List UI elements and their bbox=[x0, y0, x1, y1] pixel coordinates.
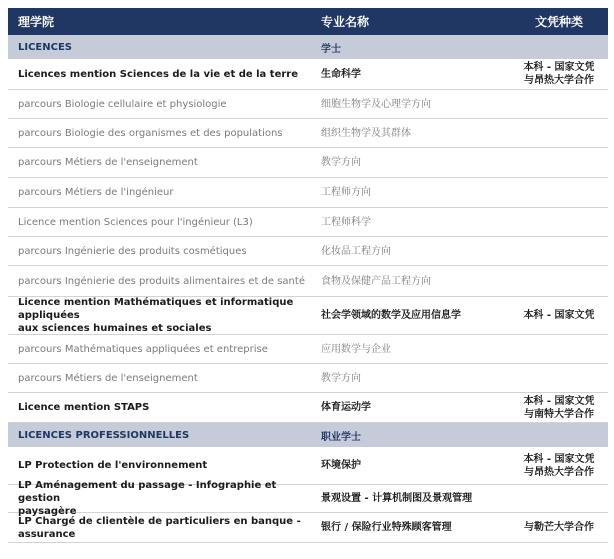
program-chinese-name: 银行 / 保险行业特殊顾客管理 bbox=[321, 522, 452, 533]
program-french-name: LP Chargé de clientèle de particuliers en banque - assurance bbox=[18, 515, 301, 540]
program-chinese-name: 食物及保健产品工程方向 bbox=[321, 275, 431, 287]
diploma-type: 本科 - 国家文凭 与昂热大学合作 bbox=[523, 62, 595, 86]
program-french-name: LP Protection de l'environnement bbox=[18, 460, 208, 471]
program-french-name: parcours Ingénierie des produits cosmétiques bbox=[18, 245, 247, 257]
diploma-type: 本科 - 国家文凭 bbox=[523, 310, 595, 321]
program-chinese-name: 环境保护 bbox=[321, 460, 361, 471]
program-french-name: parcours Biologie des organismes et des populations bbox=[18, 127, 283, 139]
section-title: LICENCES PROFESSIONNELLES bbox=[18, 429, 190, 441]
header-diploma-type: 文凭种类 bbox=[534, 15, 583, 29]
program-french-name: parcours Métiers de l'enseignement bbox=[18, 157, 198, 168]
table-row bbox=[8, 178, 608, 208]
program-french-name: LP Aménagement du passage - Infographie et gestion paysagère bbox=[18, 480, 277, 517]
table-row bbox=[8, 59, 608, 90]
program-chinese-name: 工程师科学 bbox=[321, 216, 371, 228]
table-row bbox=[8, 90, 608, 119]
section-title-cn: 职业学士 bbox=[321, 431, 361, 443]
program-french-name: parcours Ingénierie des produits alimentaires et de santé bbox=[18, 275, 305, 287]
program-chinese-name: 细胞生物学及心理学方向 bbox=[321, 98, 431, 110]
table-row bbox=[8, 297, 608, 335]
table-row bbox=[8, 364, 608, 393]
diploma-type: 本科 - 国家文凭 与南特大学合作 bbox=[523, 395, 595, 420]
table-row bbox=[8, 480, 608, 517]
table-row bbox=[8, 513, 608, 543]
program-french-name: Licence mention STAPS bbox=[18, 402, 150, 413]
table-row bbox=[8, 335, 608, 364]
section-title-cn: 学士 bbox=[321, 43, 341, 55]
program-chinese-name: 教学方向 bbox=[321, 372, 361, 384]
program-chinese-name: 应用数学与企业 bbox=[321, 343, 391, 355]
header-program-name: 专业名称 bbox=[321, 15, 370, 29]
table-row bbox=[8, 148, 608, 178]
program-french-name: Licence mention Sciences pour l'ingénieur (L3) bbox=[18, 216, 253, 228]
section-header bbox=[8, 423, 608, 447]
table-body bbox=[8, 35, 608, 543]
program-chinese-name: 体育运动学 bbox=[321, 402, 371, 413]
program-chinese-name: 工程师方向 bbox=[321, 187, 371, 198]
program-chinese-name: 教学方向 bbox=[321, 157, 361, 168]
table-row bbox=[8, 393, 608, 423]
section-header bbox=[8, 35, 608, 59]
program-chinese-name: 组织生物学及其群体 bbox=[321, 127, 411, 139]
header-faculty: 理学院 bbox=[18, 15, 55, 29]
program-table bbox=[8, 8, 608, 543]
program-chinese-name: 化妆品工程方向 bbox=[321, 245, 391, 257]
program-chinese-name: 景观设置 - 计算机制图及景观管理 bbox=[321, 493, 473, 504]
program-french-name: parcours Métiers de l'enseignement bbox=[18, 372, 198, 384]
program-french-name: parcours Métiers de l'ingénieur bbox=[18, 187, 174, 198]
section-title: LICENCES bbox=[18, 41, 73, 53]
table-row bbox=[8, 119, 608, 148]
program-french-name: Licence mention Mathématiques et informatique appliquées aux sciences humaines et sociales bbox=[18, 297, 294, 334]
program-french-name: Licences mention Sciences de la vie et de la terre bbox=[18, 68, 298, 80]
table-row bbox=[8, 266, 608, 297]
table-header bbox=[8, 8, 608, 35]
program-chinese-name: 生命科学 bbox=[321, 68, 361, 80]
diploma-type: 与勒芒大学合作 bbox=[524, 522, 594, 533]
diploma-type: 本科 - 国家文凭 与昂热大学合作 bbox=[523, 453, 595, 478]
program-chinese-name: 社会学领域的数学及应用信息学 bbox=[321, 310, 461, 321]
table-row bbox=[8, 208, 608, 237]
program-french-name: parcours Mathématiques appliquées et entreprise bbox=[18, 343, 268, 355]
table-row bbox=[8, 237, 608, 266]
program-french-name: parcours Biologie cellulaire et physiologie bbox=[18, 98, 227, 110]
